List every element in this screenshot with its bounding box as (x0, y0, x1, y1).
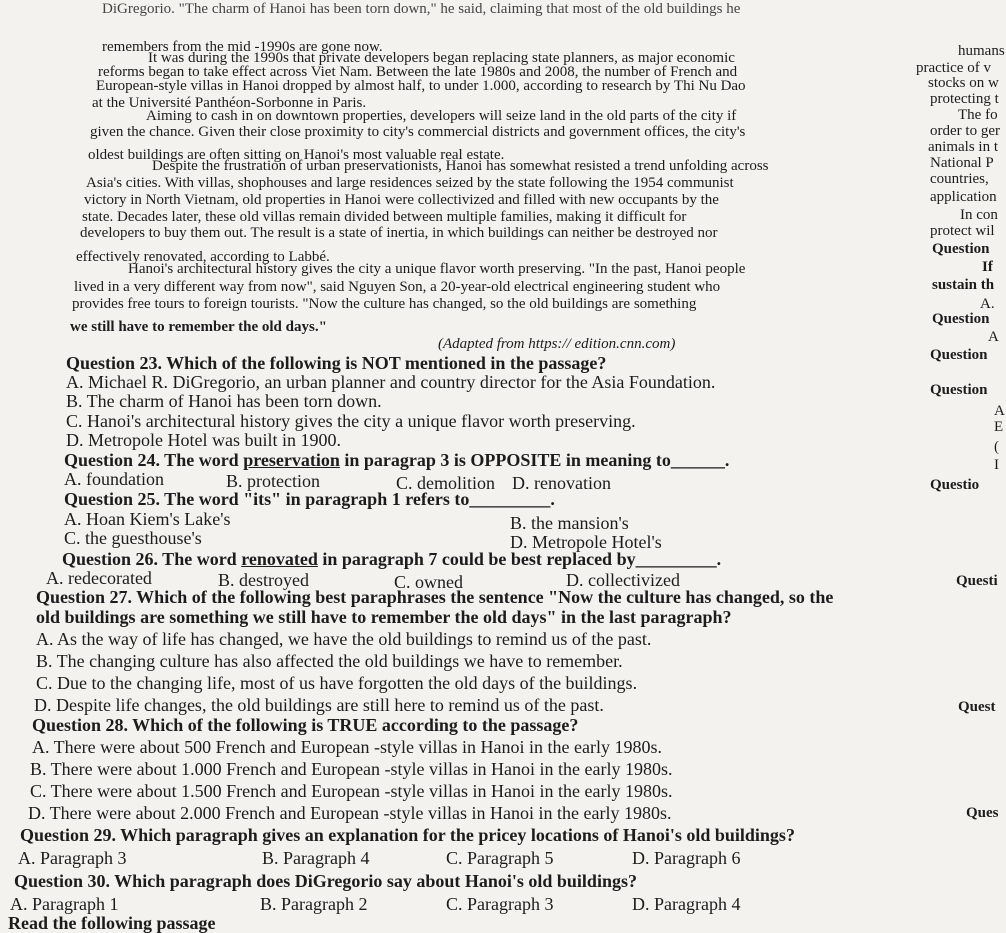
question-26-stem: Question 26. The word renovated in paragraph 7 could be best replaced by_________. (62, 549, 722, 569)
question-23-option-d: D. Metropole Hotel was built in 1900. (66, 430, 341, 450)
passage-line: Asia's cities. With villas, shophouses and large residences seized by the state following the 1954 communist (86, 175, 734, 191)
question-26-option-d: D. collectivized (566, 570, 680, 590)
question-29-option-c: C. Paragraph 5 (446, 848, 554, 868)
right-fragment: Quest (958, 699, 996, 715)
question-29-option-b: B. Paragraph 4 (262, 848, 370, 868)
right-fragment: A (994, 403, 1005, 419)
passage-line: reforms began to take effect across Viet Nam. Between the late 1980s and 2008, the number of French and (98, 64, 738, 80)
question-28-stem: Question 28. Which of the following is TRUE according to the passage? (32, 715, 579, 735)
question-24-option-a: A. foundation (64, 469, 164, 489)
question-27-option-a: A. As the way of life has changed, we have the old buildings to remind us of the past. (36, 629, 652, 649)
question-26-option-a: A. redecorated (46, 568, 152, 588)
right-fragment: The fo (958, 107, 998, 123)
passage-line: developers to buy them out. The result is a state of inertia, in which buildings can neither be destroyed nor (80, 225, 718, 241)
right-fragment: If (982, 259, 993, 275)
passage-line: victory in North Vietnam, old properties in Hanoi were collectivized and filled with new occupants by the (84, 192, 719, 208)
right-fragment: sustain th (932, 277, 995, 293)
right-fragment: humans (958, 43, 1005, 59)
right-fragment: A. (980, 296, 995, 312)
passage-line: at the Université Panthéon-Sorbonne in Paris. (92, 95, 367, 111)
right-fragment: protecting t (930, 91, 999, 107)
passage-line: effectively renovated, according to Labbé. (76, 249, 330, 265)
right-fragment: A (988, 329, 999, 345)
right-fragment: Ques (966, 805, 999, 821)
right-fragment: E (994, 419, 1004, 435)
right-fragment: countries, (930, 171, 989, 187)
passage-line: lived in a very different way from now", said Nguyen Son, a 20-year-old electrical engineering student who (74, 279, 721, 295)
question-26-option-b: B. destroyed (218, 570, 309, 590)
passage-line: we still have to remember the old days." (70, 319, 327, 335)
right-fragment: Question (930, 347, 988, 363)
question-27-stem-cont: old buildings are something we still have to remember the old days" in the last paragraph? (36, 607, 732, 627)
passage-line: given the chance. Given their close proximity to city's commercial districts and government offices, the city's (90, 124, 746, 140)
question-24-option-c: C. demolition (396, 473, 495, 493)
question-24-stem: Question 24. The word preservation in paragrap 3 is OPPOSITE in meaning to______. (64, 450, 730, 470)
passage-line: oldest buildings are often sitting on Hanoi's most valuable real estate. (88, 147, 505, 163)
question-25-option-c: C. the guesthouse's (64, 528, 202, 548)
passage-line: remembers from the mid -1990s are gone now. (102, 39, 383, 55)
next-section-instruction: Read the following passage (8, 913, 216, 933)
right-fragment: National P (930, 155, 994, 171)
question-28-option-d: D. There were about 2.000 French and European -style villas in Hanoi in the early 1980s. (28, 803, 672, 823)
question-25-option-d: D. Metropole Hotel's (510, 532, 662, 552)
right-fragment: order to ger (930, 123, 1000, 139)
question-28-option-c: C. There were about 1.500 French and European -style villas in Hanoi in the early 1980s. (30, 781, 673, 801)
passage-line: Despite the frustration of urban preservationists, Hanoi has somewhat resisted a trend unfolding across (152, 158, 769, 174)
question-30-option-b: B. Paragraph 2 (260, 894, 368, 914)
question-23-option-c: C. Hanoi's architectural history gives the city a unique flavor worth preserving. (66, 411, 636, 431)
passage-line: DiGregorio. "The charm of Hanoi has been torn down," he said, claiming that most of the old buildings he (102, 1, 741, 17)
passage-source: (Adapted from https:// edition.cnn.com) (438, 336, 676, 352)
question-25-option-a: A. Hoan Kiem's Lake's (64, 509, 231, 529)
question-27-stem: Question 27. Which of the following best paraphrases the sentence "Now the culture has changed, so the (36, 587, 834, 607)
right-fragment: stocks on w (928, 75, 999, 91)
question-30-option-a: A. Paragraph 1 (10, 894, 119, 914)
question-24-option-d: D. renovation (512, 473, 611, 493)
question-30-option-d: D. Paragraph 4 (632, 894, 741, 914)
question-27-option-b: B. The changing culture has also affected the old buildings we have to remember. (36, 651, 623, 671)
passage-line: European-style villas in Hanoi dropped by almost half, to under 1.000, according to research by Thi Nu Dao (96, 78, 746, 94)
right-fragment: In con (960, 207, 998, 223)
passage-line: Aiming to cash in on downtown properties, developers will seize land in the old parts of the city if (146, 108, 737, 124)
passage-line: provides free tours to foreign tourists. "Now the culture has changed, so the old buildings are something (72, 296, 697, 312)
question-29-stem: Question 29. Which paragraph gives an explanation for the pricey locations of Hanoi's old buildings? (20, 825, 795, 845)
right-fragment: Questi (956, 573, 998, 589)
right-fragment: Question (930, 382, 988, 398)
question-30-option-c: C. Paragraph 3 (446, 894, 554, 914)
passage-line: state. Decades later, these old villas remain divided between multiple families, making it difficult for (82, 209, 687, 225)
right-fragment: protect wil (930, 223, 995, 239)
question-27-option-c: C. Due to the changing life, most of us have forgotten the old days of the buildings. (36, 673, 638, 693)
question-23-option-b: B. The charm of Hanoi has been torn down. (66, 391, 382, 411)
right-fragment: ( (994, 439, 999, 455)
question-29-option-d: D. Paragraph 6 (632, 848, 741, 868)
question-27-option-d: D. Despite life changes, the old buildings are still here to remind us of the past. (34, 695, 604, 715)
question-25-option-b: B. the mansion's (510, 513, 629, 533)
right-fragment: I (994, 457, 999, 473)
question-23-stem: Question 23. Which of the following is NOT mentioned in the passage? (66, 353, 607, 373)
question-28-option-a: A. There were about 500 French and European -style villas in Hanoi in the early 1980s. (32, 737, 662, 757)
question-25-stem: Question 25. The word "its" in paragraph 1 refers to_________. (64, 489, 555, 509)
right-fragment: Question (932, 241, 990, 257)
right-fragment: practice of v (916, 60, 991, 76)
right-fragment: Question (932, 311, 990, 327)
question-30-stem: Question 30. Which paragraph does DiGregorio say about Hanoi's old buildings? (14, 871, 637, 891)
question-24-option-b: B. protection (226, 471, 320, 491)
question-23-option-a: A. Michael R. DiGregorio, an urban planner and country director for the Asia Foundation. (66, 372, 716, 392)
passage-line: Hanoi's architectural history gives the city a unique flavor worth preserving. "In the past, Hanoi people (128, 261, 746, 277)
passage-line: It was during the 1990s that private developers began replacing state planners, as major economic (148, 50, 735, 66)
question-26-option-c: C. owned (394, 572, 463, 592)
question-28-option-b: B. There were about 1.000 French and European -style villas in Hanoi in the early 1980s. (30, 759, 673, 779)
right-fragment: application (930, 189, 997, 205)
right-fragment: Questio (930, 477, 980, 493)
question-29-option-a: A. Paragraph 3 (18, 848, 127, 868)
right-fragment: animals in t (928, 139, 998, 155)
